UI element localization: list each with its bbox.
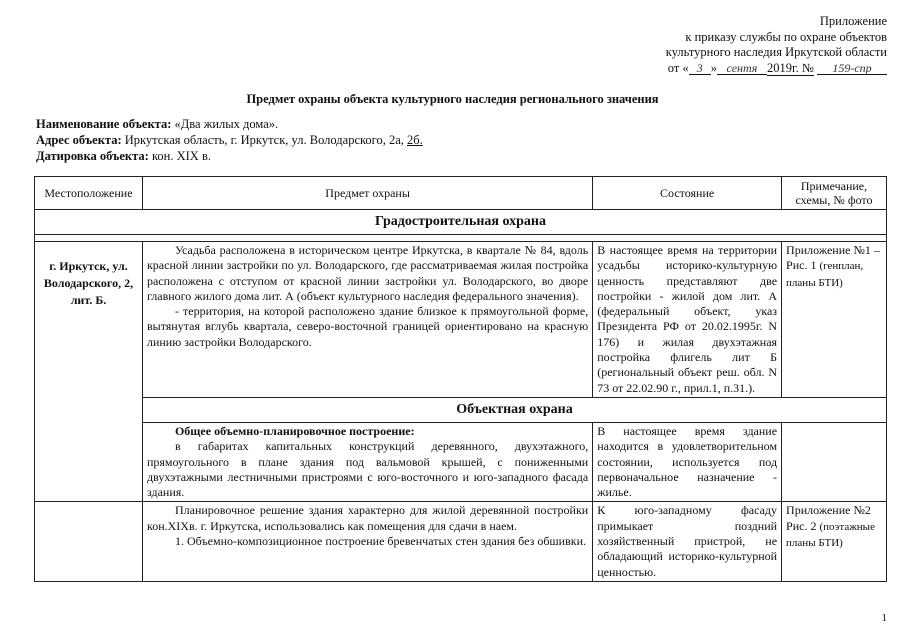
state-cell: К юго-западному фасаду примыкает поздний хозяйственный пристрой, не обладающий историко-культурной ценностью.: [593, 502, 782, 581]
note-main: Приложение №1 – Рис. 1: [786, 243, 880, 273]
table-row: [35, 242, 887, 398]
note-cell: [782, 422, 887, 501]
object-date-label: Датировка объекта:: [36, 149, 149, 163]
object-name-line: [36, 116, 423, 132]
approval-block: [587, 14, 887, 76]
note-small: (генплан, планы БТИ): [786, 260, 864, 289]
state-cell: В настоящее время здание находится в удовлетворительном состоянии, используется под первоначальное назначение - жилье.: [593, 422, 782, 501]
approval-line-2: к приказу службы по охране объектов: [685, 29, 887, 44]
approval-year: 2019г. №: [766, 60, 814, 75]
state-cell: В настоящее время на территории усадьбы историко-культурную ценность представляют две постройки - жилой дом лит. А (федеральный объект, указ Президента РФ от 20.02.1995г. N 176) и жилая двухэтажная постройка флигель лит Б (региональный объект реш. обл. N 73 от 22.02.90 г., прил.1, п.31.).: [593, 242, 782, 398]
subject-paragraph: в габаритах капитальных конструкций деревянного, двухэтажного, прямоугольного в плане здания под вальмовой крышей, с пониженными двухэтажными лестничными пристроями с юго-восточного и юго-западного фасада здания.: [146, 439, 589, 500]
approval-number: 159-спр: [817, 62, 887, 75]
approval-line-3: культурного наследия Иркутской области: [665, 45, 887, 59]
note-cell: [782, 242, 887, 398]
location-cell-empty: [35, 502, 143, 581]
object-address-value: Иркутская область, г. Иркутск, ул. Володарского, 2а,: [124, 133, 404, 147]
object-date-value: кон. XIX в.: [151, 149, 211, 163]
approval-from: от «: [667, 60, 689, 75]
subject-cell: [142, 502, 592, 581]
section-row: [35, 397, 887, 422]
note-cell: [782, 502, 887, 581]
approval-close-quote: »: [710, 60, 717, 75]
table-row: [35, 502, 887, 581]
spacer-cell: [35, 235, 887, 242]
object-date-line: [36, 148, 423, 164]
object-address-line: [36, 132, 423, 148]
object-meta: [36, 116, 423, 164]
subject-cell: [142, 242, 592, 398]
table-row: [35, 422, 887, 501]
header-location: Местоположение: [35, 177, 143, 210]
object-name-value: «Два жилых дома».: [174, 117, 279, 131]
subject-paragraph: Усадьба расположена в историческом центре Иркутска, в квартале № 84, вдоль красной линии застройки по ул. Володарского, где рассматриваемая жилая постройка расположена с отступом от красной линии застройки ул. Володарского, во дворе главного жилого дома лит. А (объект культурного наследия федерального значения).: [146, 243, 589, 303]
approval-line-1: Приложение: [819, 14, 887, 28]
table-header-row: [35, 177, 887, 210]
approval-date-line: [587, 61, 887, 77]
object-address-label: Адрес объекта:: [36, 133, 122, 147]
header-note: Примечание, схемы, № фото: [782, 177, 887, 210]
approval-day: 3: [689, 62, 711, 75]
subject-cell: [142, 422, 592, 501]
section-urban-protection: Градостроительная охрана: [35, 210, 887, 235]
location-cell: г. Иркутск, ул. Володарского, 2, лит. Б.: [35, 242, 143, 502]
note-small: (поэтажные планы БТИ): [786, 520, 875, 550]
header-subject: Предмет охраны: [142, 177, 592, 210]
spacer-row: [35, 235, 887, 242]
protection-table: [34, 176, 887, 582]
object-address-underlined: 2б.: [407, 133, 423, 147]
subject-paragraph: - территория, на которой расположено здание близкое к прямоугольной форме, вытянутая вглубь квартала, северо-восточной границей ориентировано на красную линию застройки Володарского.: [146, 304, 589, 349]
header-state: Состояние: [593, 177, 782, 210]
object-name-label: Наименование объекта:: [36, 117, 172, 131]
page-number: 1: [881, 612, 887, 624]
section-object-protection: Объектная охрана: [142, 397, 886, 422]
subject-paragraph: 1. Объемно-композиционное построение бревенчатых стен здания без обшивки.: [174, 534, 587, 549]
note-main: Приложение №2 Рис. 2: [786, 503, 871, 533]
document-title: Предмет охраны объекта культурного наследия регионального значения: [246, 92, 659, 106]
section-row: [35, 210, 887, 235]
subject-paragraph: Планировочное решение здания характерно для жилой деревянной постройки кон.XIXв. г. Иркутска, использовались как помещения для сдачи в наем.: [146, 503, 589, 533]
approval-month: сентя: [717, 62, 767, 75]
subject-heading: Общее объемно-планировочное построение:: [174, 423, 415, 438]
